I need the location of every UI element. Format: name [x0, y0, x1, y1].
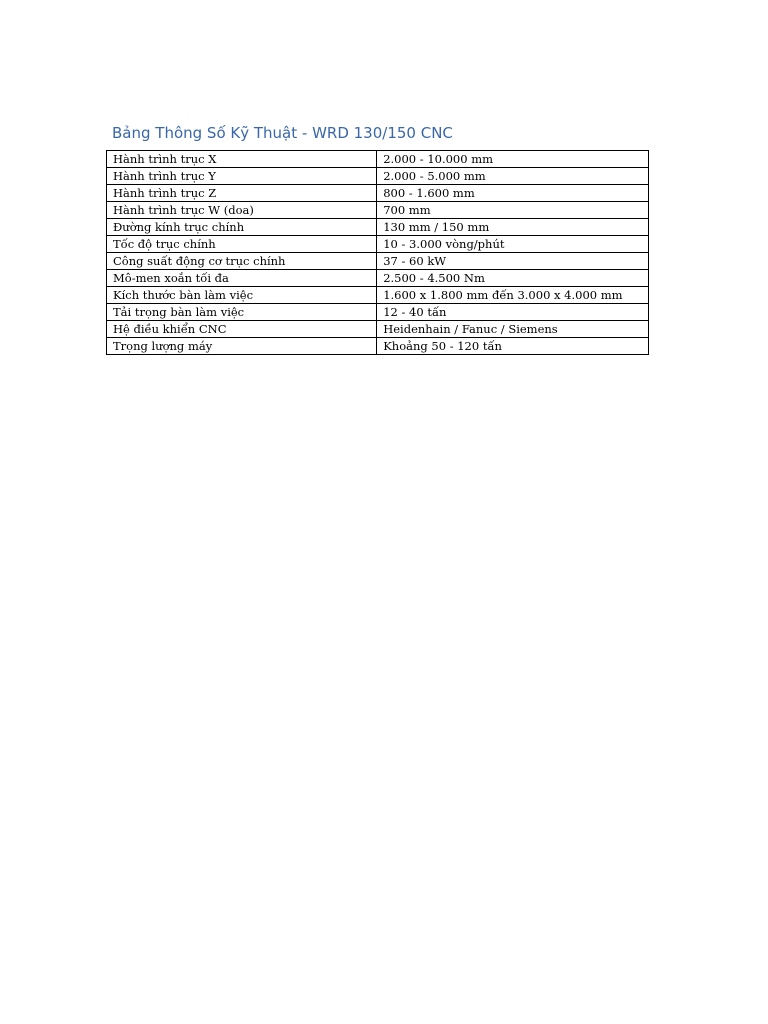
value-cell: 37 - 60 kW	[377, 253, 649, 270]
table-row	[107, 219, 649, 236]
param-cell: Hành trình trục Z	[107, 185, 377, 202]
table-row	[107, 321, 649, 338]
table-row	[107, 253, 649, 270]
table-row	[107, 168, 649, 185]
value-cell: 130 mm / 150 mm	[377, 219, 649, 236]
table-row	[107, 185, 649, 202]
document-title: Bảng Thông Số Kỹ Thuật - WRD 130/150 CNC	[112, 124, 453, 142]
table-row	[107, 338, 649, 355]
table-row	[107, 151, 649, 168]
table-row	[107, 236, 649, 253]
table-row	[107, 270, 649, 287]
value-cell: 2.500 - 4.500 Nm	[377, 270, 649, 287]
param-cell: Công suất động cơ trục chính	[107, 253, 377, 270]
spec-table	[106, 150, 649, 355]
value-cell: 2.000 - 10.000 mm	[377, 151, 649, 168]
param-cell: Tốc độ trục chính	[107, 236, 377, 253]
value-cell: 1.600 x 1.800 mm đến 3.000 x 4.000 mm	[377, 287, 649, 304]
param-cell: Tải trọng bàn làm việc	[107, 304, 377, 321]
param-cell: Hành trình trục Y	[107, 168, 377, 185]
param-cell: Trọng lượng máy	[107, 338, 377, 355]
value-cell: 12 - 40 tấn	[377, 304, 649, 321]
param-cell: Hệ điều khiển CNC	[107, 321, 377, 338]
table-row	[107, 287, 649, 304]
value-cell: 800 - 1.600 mm	[377, 185, 649, 202]
param-cell: Kích thước bàn làm việc	[107, 287, 377, 304]
value-cell: 700 mm	[377, 202, 649, 219]
param-cell: Mô-men xoắn tối đa	[107, 270, 377, 287]
value-cell: 2.000 - 5.000 mm	[377, 168, 649, 185]
param-cell: Hành trình trục W (doa)	[107, 202, 377, 219]
spec-table-body	[107, 151, 649, 355]
table-row	[107, 202, 649, 219]
value-cell: 10 - 3.000 vòng/phút	[377, 236, 649, 253]
param-cell: Đường kính trục chính	[107, 219, 377, 236]
value-cell: Khoảng 50 - 120 tấn	[377, 338, 649, 355]
param-cell: Hành trình trục X	[107, 151, 377, 168]
value-cell: Heidenhain / Fanuc / Siemens	[377, 321, 649, 338]
table-row	[107, 304, 649, 321]
